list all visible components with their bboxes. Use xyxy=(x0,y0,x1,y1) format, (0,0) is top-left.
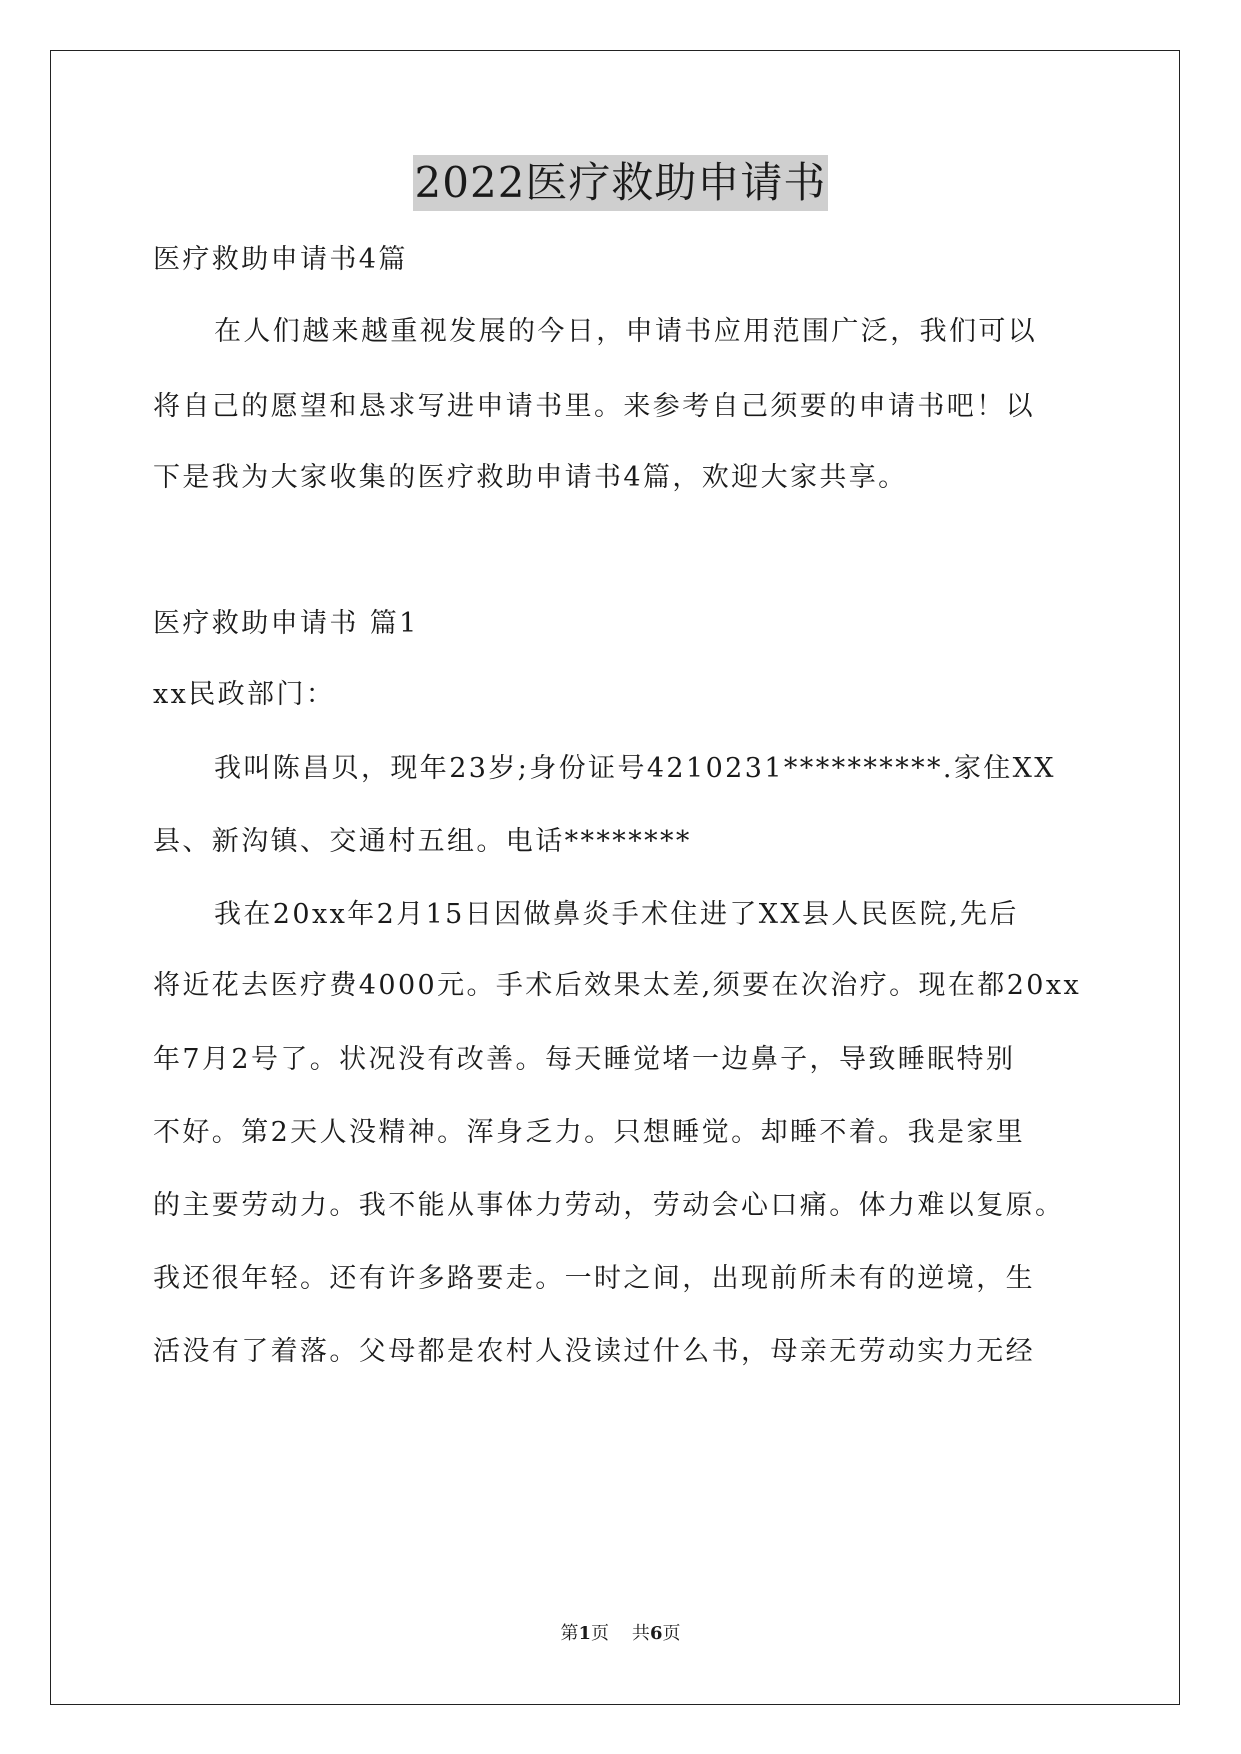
footer-total-pages: 6 xyxy=(649,1623,663,1644)
para2-line-3: 年7月2号了。状况没有改善。每天睡觉堵一边鼻子，导致睡眠特别 xyxy=(153,1044,1016,1075)
section-heading: 医疗救助申请书 篇1 xyxy=(153,608,419,639)
para1-line-2: 县、新沟镇、交通村五组。电话******** xyxy=(153,826,692,857)
para1-line-1: 我叫陈昌贝，现年23岁;身份证号4210231**********.家住XX xyxy=(214,753,1056,784)
intro-line-2: 将自己的愿望和恳求写进申请书里。来参考自己须要的申请书吧！以 xyxy=(153,391,1035,422)
document-title: 2022医疗救助申请书 xyxy=(413,155,829,211)
para2-line-2: 将近花去医疗费4000元。手术后效果太差,须要在次治疗。现在都20xx xyxy=(153,970,1082,1001)
para2-line-5: 的主要劳动力。我不能从事体力劳动，劳动会心口痛。体力难以复原。 xyxy=(153,1190,1065,1221)
para2-line-4: 不好。第2天人没精神。浑身乏力。只想睡觉。却睡不着。我是家里 xyxy=(153,1117,1026,1148)
para2-line-6: 我还很年轻。还有许多路要走。一时之间，出现前所未有的逆境，生 xyxy=(153,1263,1035,1294)
salutation: xx民政部门： xyxy=(153,679,336,710)
footer-page-number: 1 xyxy=(578,1623,592,1644)
para2-line-1: 我在20xx年2月15日因做鼻炎手术住进了XX县人民医院,先后 xyxy=(214,899,1019,930)
page-border xyxy=(50,50,1180,1705)
intro-line-3: 下是我为大家收集的医疗救助申请书4篇，欢迎大家共享。 xyxy=(153,462,908,493)
footer-prefix: 第 xyxy=(560,1623,579,1644)
subtitle: 医疗救助申请书4篇 xyxy=(153,244,408,275)
footer-suffix: 页 xyxy=(662,1623,681,1644)
footer-mid: 页 共 xyxy=(591,1623,650,1644)
intro-line-1: 在人们越来越重视发展的今日，申请书应用范围广泛，我们可以 xyxy=(214,316,1038,347)
title-container xyxy=(0,155,1241,211)
page-footer xyxy=(0,1622,1241,1646)
para2-line-7: 活没有了着落。父母都是农村人没读过什么书，母亲无劳动实力无经 xyxy=(153,1336,1035,1367)
